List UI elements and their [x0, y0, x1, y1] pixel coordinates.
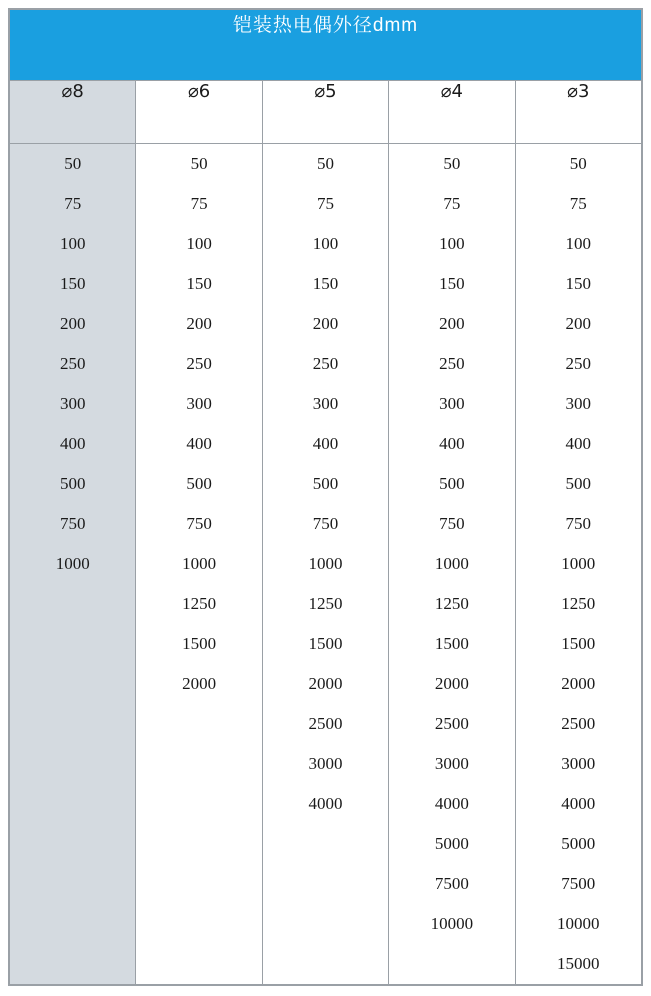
diameter-header-label-5: ⌀3: [567, 81, 590, 102]
length-value: 300: [186, 394, 212, 413]
length-value: 5000: [561, 834, 596, 853]
diameter-header-label-1: ⌀8: [61, 81, 84, 102]
column-header-d6: [136, 81, 262, 144]
length-value: 3000: [434, 754, 469, 773]
length-value: 7500: [434, 874, 469, 893]
length-value: 2000: [434, 674, 469, 693]
length-value: 250: [59, 354, 86, 373]
length-value: 1250: [561, 594, 596, 613]
length-value: 750: [565, 514, 592, 533]
length-value: 150: [59, 274, 86, 293]
length-value: 750: [186, 514, 212, 533]
length-value: 100: [439, 234, 465, 253]
length-value: 400: [439, 434, 465, 453]
length-value: 200: [186, 314, 212, 333]
length-value: 75: [64, 194, 82, 213]
length-value: 100: [565, 234, 592, 253]
length-value: 2500: [561, 714, 596, 733]
column-values-d6: [136, 144, 262, 985]
length-value: 2000: [182, 674, 217, 693]
column-values-d3: [515, 144, 641, 985]
length-value: 100: [312, 234, 339, 253]
length-value: 75: [443, 194, 461, 213]
table-title-row: [10, 10, 642, 81]
diameter-header-label-2: ⌀6: [187, 81, 211, 102]
length-value: 400: [312, 434, 339, 453]
length-value: 50: [64, 154, 82, 173]
length-value: 300: [312, 394, 339, 413]
length-value: 750: [439, 514, 465, 533]
length-value: 1500: [182, 634, 217, 653]
length-value: 1500: [561, 634, 596, 653]
length-value: 2000: [561, 674, 596, 693]
length-value: 200: [59, 314, 86, 333]
column-header-d3: [515, 81, 641, 144]
table-header-row: [10, 81, 642, 144]
length-value: 100: [59, 234, 86, 253]
length-value: 1250: [308, 594, 343, 613]
length-value: 10000: [430, 914, 474, 933]
length-value: 200: [439, 314, 465, 333]
length-value: 300: [439, 394, 465, 413]
length-value: 10000: [557, 914, 600, 933]
length-value: 200: [312, 314, 339, 333]
length-value: 500: [439, 474, 465, 493]
length-value: 4000: [308, 794, 343, 813]
column-header-d4: [389, 81, 515, 144]
length-value: 75: [316, 194, 334, 213]
length-value: 75: [569, 194, 587, 213]
length-value: 750: [59, 514, 86, 533]
length-value: 150: [312, 274, 339, 293]
spec-table-container: [8, 8, 643, 986]
length-value: 500: [565, 474, 592, 493]
length-value: 1000: [182, 554, 217, 573]
armored-thermocouple-diameter-table: [9, 9, 642, 985]
length-value: 2500: [308, 714, 343, 733]
length-value: 50: [443, 154, 461, 173]
length-value: 250: [439, 354, 465, 373]
length-value: 500: [59, 474, 86, 493]
length-value: 250: [312, 354, 339, 373]
length-value: 750: [312, 514, 339, 533]
length-value: 150: [186, 274, 212, 293]
length-value: 1250: [182, 594, 217, 613]
length-value: 15000: [557, 954, 600, 973]
column-values-d5: [262, 144, 388, 985]
length-value: 50: [569, 154, 587, 173]
length-value: 50: [316, 154, 334, 173]
length-value: 300: [565, 394, 592, 413]
column-header-d8: [10, 81, 136, 144]
length-value: 1000: [55, 554, 90, 573]
length-value: 150: [565, 274, 592, 293]
length-value: 3000: [561, 754, 596, 773]
length-value: 1000: [434, 554, 469, 573]
length-value: 1000: [308, 554, 343, 573]
length-value: 500: [186, 474, 212, 493]
length-value: 7500: [561, 874, 596, 893]
length-value: 400: [565, 434, 592, 453]
length-value: 400: [59, 434, 86, 453]
length-value: 2000: [308, 674, 343, 693]
column-header-d5: [262, 81, 388, 144]
length-value: 200: [565, 314, 592, 333]
table-title: 铠装热电偶外径dmm: [10, 10, 642, 81]
length-value: 1500: [434, 634, 469, 653]
length-value: 4000: [561, 794, 596, 813]
length-value: 1000: [561, 554, 596, 573]
length-value: 500: [312, 474, 339, 493]
column-values-d8: [10, 144, 136, 985]
length-value: 5000: [434, 834, 469, 853]
column-values-d4: [389, 144, 515, 985]
length-value: 250: [186, 354, 212, 373]
length-value: 2500: [434, 714, 469, 733]
length-value: 400: [186, 434, 212, 453]
length-value: 75: [190, 194, 208, 213]
diameter-header-label-3: ⌀5: [314, 81, 337, 102]
length-value: 50: [190, 154, 208, 173]
table-body-row: [10, 144, 642, 985]
length-value: 1500: [308, 634, 343, 653]
length-value: 300: [59, 394, 86, 413]
diameter-header-label-4: ⌀4: [440, 81, 464, 102]
length-value: 1250: [434, 594, 469, 613]
length-value: 150: [439, 274, 465, 293]
length-value: 100: [186, 234, 212, 253]
length-value: 3000: [308, 754, 343, 773]
length-value: 4000: [434, 794, 469, 813]
length-value: 250: [565, 354, 592, 373]
